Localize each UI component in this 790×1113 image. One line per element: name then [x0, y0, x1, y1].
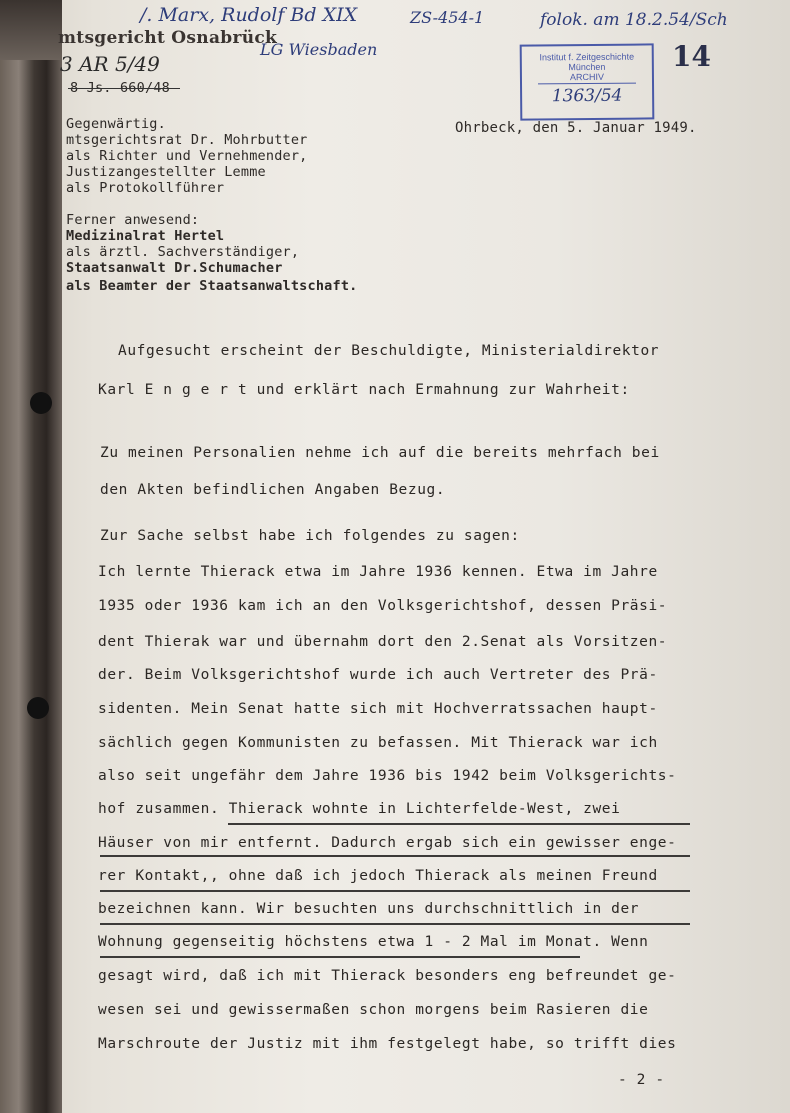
present-line-1: Gegenwärtig. [66, 116, 166, 132]
present-line-2: mtsgerichtsrat Dr. Mohrbutter [66, 132, 308, 148]
stamp-line1: Institut f. Zeitgeschichte [539, 51, 635, 63]
place-date: Ohrbeck, den 5. Januar 1949. [455, 120, 697, 136]
body-line-18: gesagt wird, daß ich mit Thierack besonders eng befreundet ge- [98, 968, 677, 984]
binding-top-shadow [0, 0, 62, 60]
underline-2 [100, 855, 690, 857]
body-line-17: Wohnung gegenseitig höchstens etwa 1 - 2 Mal im Monat. Wenn [98, 934, 649, 950]
present-line-5: als Protokollführer [66, 180, 225, 196]
body-line-10: sidenten. Mein Senat hatte sich mit Hochverratssachen haupt- [98, 701, 658, 717]
handwritten-photo-note: folok. am 18.2.54/Sch [540, 10, 728, 30]
punch-hole-top [30, 392, 52, 414]
handwritten-lg-note: LG Wiesbaden [260, 40, 378, 59]
underline-3 [100, 890, 690, 892]
present-line-3: als Richter und Vernehmender, [66, 148, 308, 164]
body-line-6: Ich lernte Thierack etwa im Jahre 1936 kennen. Etwa im Jahre [98, 564, 658, 580]
court-header: mtsgericht Osnabrück [58, 28, 278, 48]
binding-strip [0, 0, 62, 1113]
also-present-line-1: Ferner anwesend: [66, 212, 200, 228]
body-line-2: Karl E n g e r t und erklärt nach Ermahnung zur Wahrheit: [98, 382, 630, 398]
body-line-7: 1935 oder 1936 kam ich an den Volksgerichtshof, dessen Präsi- [98, 598, 668, 614]
underline-1 [228, 823, 690, 825]
body-line-19: wesen sei und gewissermaßen schon morgens beim Rasieren die [98, 1002, 649, 1018]
body-line-5: Zur Sache selbst habe ich folgendes zu sagen: [100, 528, 520, 544]
handwritten-header-note: /. Marx, Rudolf Bd XIX [140, 4, 358, 26]
body-line-4: den Akten befindlichen Angaben Bezug. [100, 482, 446, 498]
punch-hole-bottom [27, 697, 49, 719]
also-present-line-5: als Beamter der Staatsanwaltschaft. [66, 278, 358, 294]
body-line-9: der. Beim Volksgerichtshof wurde ich auch Vertreter des Prä- [98, 667, 658, 683]
also-present-line-3: als ärztl. Sachverständiger, [66, 244, 300, 260]
present-line-4: Justizangestellter Lemme [66, 164, 266, 180]
body-line-11: sächlich gegen Kommunisten zu befassen. Mit Thierack war ich [98, 735, 658, 751]
stamp-line2: München [568, 61, 606, 73]
body-line-13: hof zusammen. Thierack wohnte in Lichterfelde-West, zwei [98, 801, 621, 817]
body-line-8: dent Thierak war und übernahm dort den 2.Senat als Vorsitzen- [98, 634, 668, 650]
body-line-20: Marschroute der Justiz mit ihm festgelegt habe, so trifft dies [98, 1036, 677, 1052]
body-line-3: Zu meinen Personalien nehme ich auf die bereits mehrfach bei [100, 445, 660, 461]
archive-stamp [520, 43, 655, 120]
body-line-1: Aufgesucht erscheint der Beschuldigte, Ministerialdirektor [118, 343, 660, 359]
old-reference: 8 Js. 660/48 [70, 80, 170, 96]
body-line-12: also seit ungefähr dem Jahre 1936 bis 1942 beim Volksgerichts- [98, 768, 677, 784]
also-present-line-2: Medizinalrat Hertel [66, 228, 225, 244]
underline-5 [100, 956, 580, 958]
body-line-14: Häuser von mir entfernt. Dadurch ergab sich ein gewisser enge- [98, 835, 677, 851]
handwritten-page-mark: 14 [672, 40, 711, 73]
old-reference-strike [68, 88, 180, 89]
page-continuation: - 2 - [618, 1072, 665, 1088]
body-line-15: rer Kontakt,, ohne daß ich jedoch Thierack als meinen Freund [98, 868, 658, 884]
stamp-line3: ARCHIV [538, 72, 636, 85]
body-line-16: bezeichnen kann. Wir besuchten uns durchschnittlich in der [98, 901, 640, 917]
underline-4 [100, 923, 690, 925]
handwritten-case-number: 3 AR 5/49 [60, 52, 160, 76]
handwritten-ref-number: ZS-454-1 [410, 8, 485, 27]
also-present-line-4: Staatsanwalt Dr.Schumacher [66, 260, 283, 276]
stamp-number: 1363/54 [551, 85, 623, 107]
